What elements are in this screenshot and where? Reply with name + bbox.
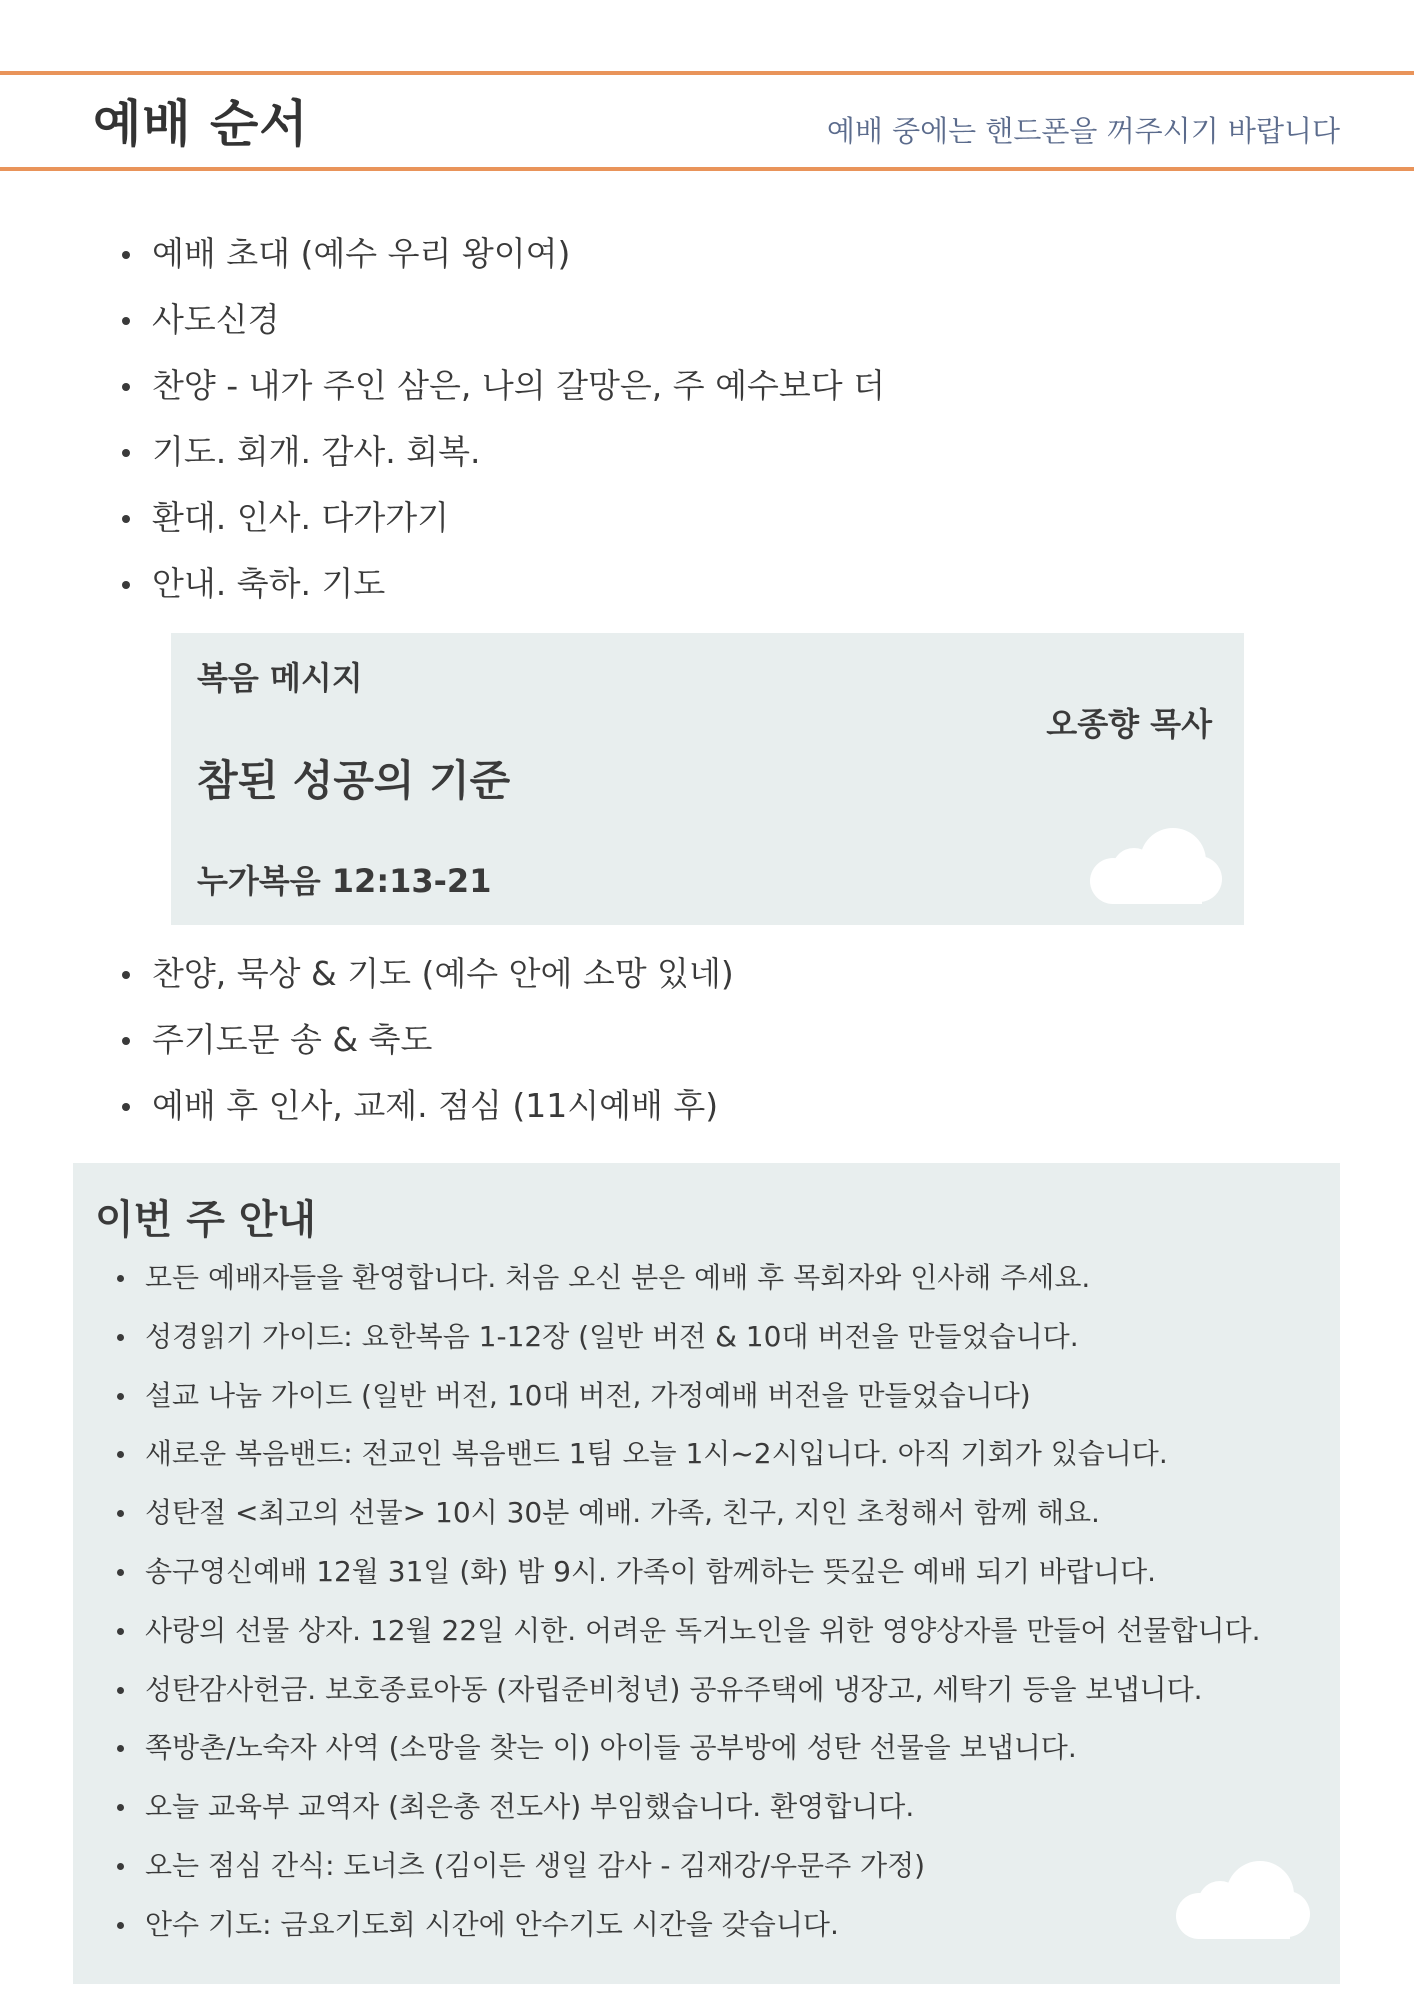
header-top-rule [0,71,1414,75]
list-item: 찬양 - 내가 주인 삼은, 나의 갈망은, 주 예수보다 더 [118,353,885,419]
list-item: 성탄감사헌금. 보호종료아동 (자립준비청년) 공유주택에 냉장고, 세탁기 등을 보냅니다. [113,1661,1261,1720]
list-item: 기도. 회개. 감사. 회복. [118,419,885,485]
announcements-panel [73,1163,1340,1984]
list-item: 예배 후 인사, 교제. 점심 (11시예배 후) [118,1073,734,1139]
page-title: 예배 순서 [93,95,309,153]
list-item: 사도신경 [118,287,885,353]
sermon-panel [171,633,1244,925]
announcements-title: 이번 주 안내 [95,1197,317,1243]
list-item: 예배 초대 (예수 우리 왕이여) [118,221,885,287]
service-order-list [118,221,885,617]
header-bottom-rule [0,167,1414,171]
service-order-list-continued [118,941,734,1139]
list-item: 송구영신예배 12월 31일 (화) 밤 9시. 가족이 함께하는 뜻깊은 예배 되기 바랍니다. [113,1543,1261,1602]
list-item: 사랑의 선물 상자. 12월 22일 시한. 어려운 독거노인을 위한 영양상자를 만들어 선물합니다. [113,1602,1261,1661]
list-item: 모든 예배자들을 환영합니다. 처음 오신 분은 예배 후 목회자와 인사해 주세요. [113,1249,1261,1308]
list-item: 성경읽기 가이드: 요한복음 1-12장 (일반 버전 & 10대 버전을 만들었습니다. [113,1308,1261,1367]
list-item: 환대. 인사. 다가가기 [118,485,885,551]
list-item: 쪽방촌/노숙자 사역 (소망을 찾는 이) 아이들 공부방에 성탄 선물을 보냅니다. [113,1719,1261,1778]
sermon-passage: 누가복음 12:13-21 [197,862,492,900]
list-item: 성탄절 <최고의 선물> 10시 30분 예배. 가족, 친구, 지인 초청해서 함께 해요. [113,1484,1261,1543]
list-item: 오늘 교육부 교역자 (최은총 전도사) 부임했습니다. 환영합니다. [113,1778,1261,1837]
list-item: 주기도문 송 & 축도 [118,1007,734,1073]
sermon-title: 참된 성공의 기준 [197,756,511,805]
list-item: 안내. 축하. 기도 [118,551,885,617]
cloud-icon [1176,1861,1310,1939]
phone-notice: 예배 중에는 핸드폰을 꺼주시기 바랍니다 [826,114,1340,148]
sermon-preacher: 오종향 목사 [1046,705,1212,743]
sermon-label: 복음 메시지 [197,659,363,697]
list-item: 오는 점심 간식: 도너츠 (김이든 생일 감사 - 김재강/우문주 가정) [113,1837,1261,1896]
cloud-icon [1090,828,1222,904]
list-item: 새로운 복음밴드: 전교인 복음밴드 1팀 오늘 1시~2시입니다. 아직 기회가 있습니다. [113,1425,1261,1484]
list-item: 찬양, 묵상 & 기도 (예수 안에 소망 있네) [118,941,734,1007]
list-item: 안수 기도: 금요기도회 시간에 안수기도 시간을 갖습니다. [113,1896,1261,1955]
announcements-list [113,1249,1261,1955]
list-item: 설교 나눔 가이드 (일반 버전, 10대 버전, 가정예배 버전을 만들었습니다) [113,1367,1261,1426]
